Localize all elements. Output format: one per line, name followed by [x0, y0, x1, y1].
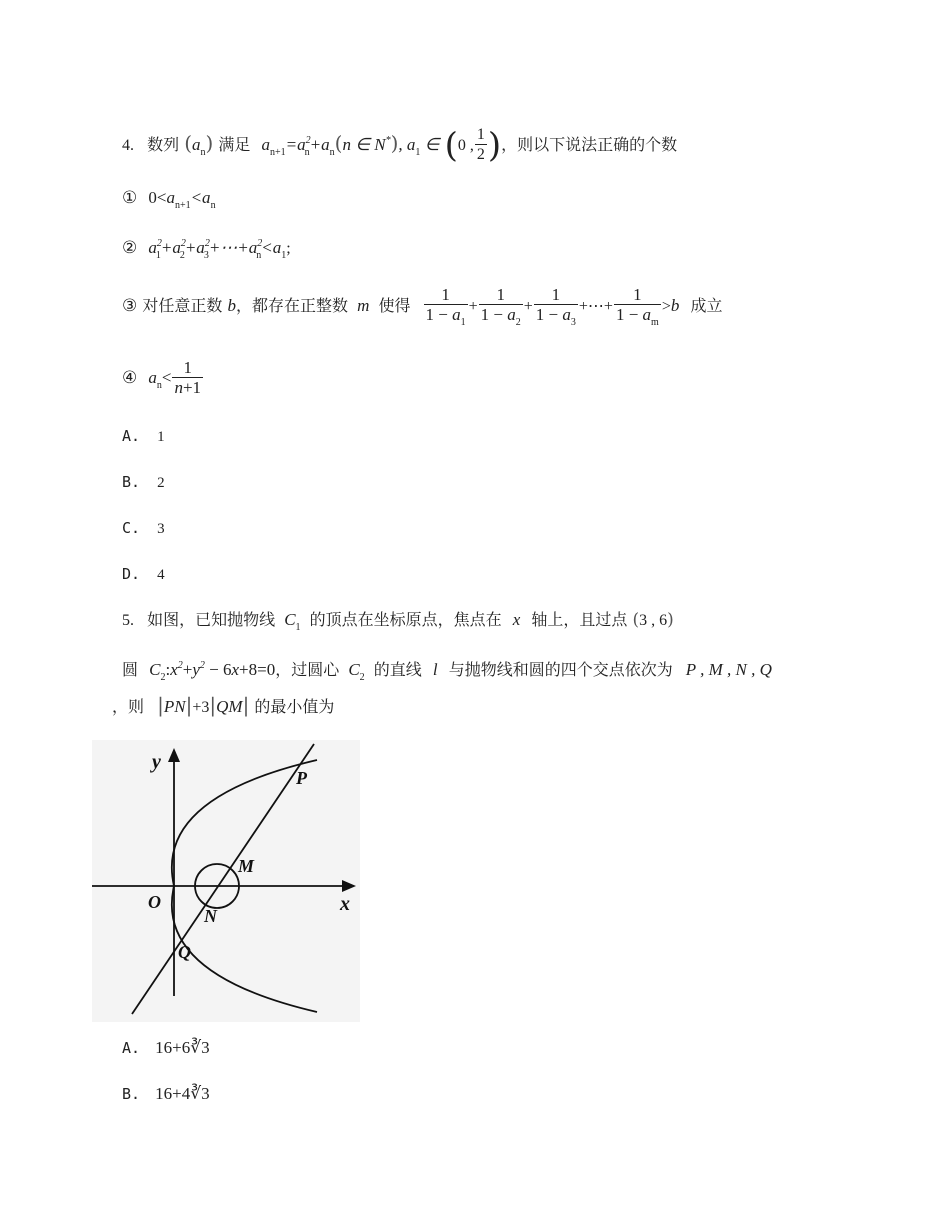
- q5-option-b[interactable]: [122, 1084, 210, 1104]
- q5-stem-line3: ，则 |PN|+3|QM| 的最小值为: [112, 693, 335, 717]
- option-label: C.: [122, 519, 141, 537]
- option-label: A.: [122, 1039, 141, 1057]
- q4-option-a[interactable]: [122, 426, 165, 447]
- option-value: 3: [157, 521, 165, 537]
- q4-statement-1: [122, 188, 216, 211]
- line-l: l: [432, 660, 438, 679]
- q4-statement-3: ③ 对任意正数 b，都存在正整数 m 使得 $\frac{1}{1 - a_1}$ + $\frac{1}{1 - a_2}$ + $\frac{1}{1 - a_3}$ +⋯+ $\frac{1}{1 - a_m}$ >b 成立: [122, 284, 723, 328]
- fraction-3: $\frac{1}{1 - a_3}$: [535, 284, 576, 328]
- q4-number: 4.: [122, 137, 134, 154]
- label-O: O: [148, 892, 161, 912]
- q4-stem-text-b: 满足: [218, 135, 251, 154]
- statement-1-marker: ①: [122, 188, 138, 208]
- parabola-circle-figure: [92, 740, 360, 1022]
- var-b: b: [227, 296, 236, 315]
- label-M: M: [238, 856, 255, 876]
- line-l-drawing: [132, 744, 314, 1014]
- q4-statement-4: [122, 356, 204, 403]
- label-Q: Q: [178, 942, 191, 962]
- statement-3-marker: ③: [122, 296, 138, 316]
- q5-option-a[interactable]: [122, 1038, 210, 1058]
- figure-svg: [92, 740, 360, 1022]
- y-axis-arrow-icon: [168, 748, 180, 762]
- q4-option-d[interactable]: [122, 564, 165, 585]
- PN: PN: [163, 697, 186, 716]
- statement-3-text-c: 使得: [378, 296, 411, 315]
- statement-4-marker: ④: [122, 368, 138, 388]
- option-label: B.: [122, 473, 141, 491]
- label-N: N: [204, 906, 217, 926]
- statement-3-text-a: 对任意正数: [142, 296, 223, 315]
- seq-a-n: $a_n$: [192, 135, 206, 158]
- q5-text-g: ，则: [112, 697, 145, 716]
- q5-text-a: 如图，已知抛物线: [147, 610, 276, 629]
- fraction-one-half: $\frac{1}{2}$: [476, 126, 485, 163]
- fraction-2: $\frac{1}{1 - a_2}$: [480, 284, 521, 328]
- option-value: 1: [157, 429, 165, 445]
- q5-stem-line2: [122, 660, 772, 683]
- points-PMNQ: P , M , N , Q: [685, 660, 772, 679]
- statement-4-formula: $a_n<$: [148, 368, 172, 391]
- q5-text-b: 的顶点在坐标原点，焦点在: [309, 610, 502, 629]
- option-label: A.: [122, 427, 141, 445]
- q5-text-h: 的最小值为: [254, 697, 335, 716]
- option-value: 2: [157, 475, 165, 491]
- n-in-N: n ∈ N*: [342, 135, 391, 154]
- q4-stem-text-c: ，则以下说法正确的个数: [501, 135, 678, 154]
- statement-3-text-b: ，都存在正整数: [235, 296, 348, 315]
- option-label: D.: [122, 565, 141, 583]
- circle-equation: $C_2:x^2+y^2 - 6x+8=0$: [149, 660, 276, 683]
- q4-statement-2: ② $a^2_1+a^2_2+a^2_3+\cdots+a^2_n<a_1$;: [122, 238, 291, 261]
- QM: QM: [216, 697, 243, 716]
- q4-option-c[interactable]: [122, 518, 165, 539]
- paren-left: (: [184, 131, 193, 155]
- option-value: 4: [157, 567, 165, 583]
- statement-1-formula: $0<a_{n+1}<a_n$: [148, 188, 216, 211]
- q5-number: 5.: [122, 612, 134, 629]
- a1-range: , $a_1$ ∈: [398, 135, 440, 158]
- q5-text-d: ，过圆心: [275, 660, 340, 679]
- fraction-m: $\frac{1}{1 - a_m}$: [615, 284, 659, 328]
- q4-stem-text-a: 数列: [147, 135, 180, 154]
- q5-text-circle: 圆: [122, 660, 139, 679]
- q5-text-e: 的直线: [373, 660, 422, 679]
- statement-2-formula: $a^2_1+a^2_2+a^2_3+\cdots+a^2_n<a_1$: [148, 238, 287, 261]
- label-P: P: [296, 768, 307, 788]
- x-axis-arrow-icon: [342, 880, 356, 892]
- statement-3-text-d: 成立: [690, 296, 723, 315]
- option-value: 16+6∛3: [155, 1038, 210, 1057]
- option-label: B.: [122, 1085, 141, 1103]
- q4-option-b[interactable]: [122, 472, 165, 493]
- statement-2-marker: ②: [122, 238, 138, 258]
- fraction-1: $\frac{1}{1 - a_1}$: [425, 284, 466, 328]
- paren-right: ): [205, 131, 214, 155]
- C2: $C_2$: [348, 660, 365, 683]
- C1: $C_1$: [284, 610, 301, 633]
- recurrence-formula: $a_{n+1}=a^2_n+a_n$: [261, 135, 335, 158]
- option-value: 16+4∛3: [155, 1084, 210, 1103]
- q5-text-c: 轴上，且过点: [531, 610, 628, 629]
- var-m: m: [357, 296, 370, 315]
- label-y: y: [152, 751, 161, 773]
- fraction-1-over-n-plus-1: $\frac{1}{n+1}$: [174, 358, 202, 397]
- q5-stem-line1: 5. 如图，已知抛物线 $C_1$ 的顶点在坐标原点，焦点在 x 轴上，且过点 (3 , 6): [122, 610, 674, 633]
- q5-text-f: 与抛物线和圆的四个交点依次为: [448, 660, 673, 679]
- label-x: x: [340, 893, 350, 915]
- q4-stem: 4. 数列 $(a_n)$ 满足 $a_{n+1}=a^2_n+a_n(n$ ∈ N*), $a_1$ ∈ (0 , $\frac{1}{2}$ )，则以下说法正确的个数: [122, 125, 678, 166]
- axis-x: x: [512, 610, 521, 629]
